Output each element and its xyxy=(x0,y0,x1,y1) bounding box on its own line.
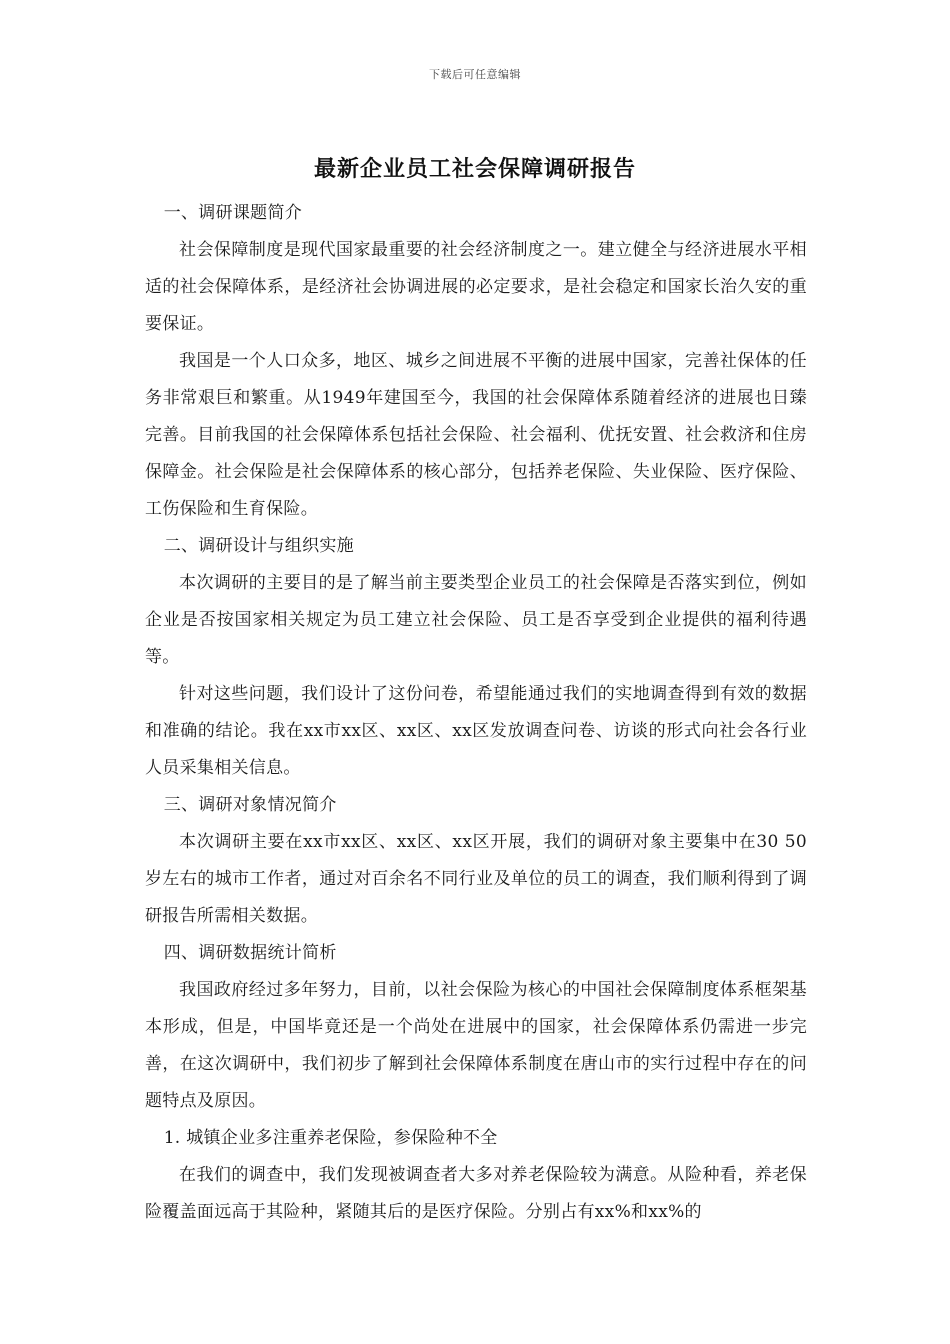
section-heading-subjects: 三、调研对象情况简介 xyxy=(163,795,337,815)
paragraph: 社会保障制度是现代国家最重要的社会经济制度之一。建立健全与经济进展水平相适的社会保障体系，是经济社会协调进展的必定要求，是社会稳定和国家长治久安的重要保证。 xyxy=(145,240,807,334)
paragraph: 在我们的调查中，我们发现被调查者大多对养老保险较为满意。从险种看，养老保险覆盖面远高于其险种，紧随其后的是医疗保险。分别占有xx%和xx%的 xyxy=(145,1165,807,1222)
section-heading-design: 二、调研设计与组织实施 xyxy=(163,536,354,556)
paragraph: 本次调研主要在xx市xx区、xx区、xx区开展，我们的调研对象主要集中在30 50岁左右的城市工作者，通过对百余名不同行业及单位的员工的调查，我们顺利得到了调研报告所需相关数据。 xyxy=(145,832,807,926)
page-title: 最新企业员工社会保障调研报告 xyxy=(313,156,636,182)
section-heading-analysis: 四、调研数据统计简析 xyxy=(163,943,337,963)
paragraph: 我国政府经过多年努力，目前，以社会保险为核心的中国社会保障制度体系框架基本形成，但是，中国毕竟还是一个尚处在进展中的国家，社会保障体系仍需进一步完善，在这次调研中，我们初步了解到社会保障体系制度在唐山市的实行过程中存在的问题特点及原因。 xyxy=(145,980,807,1111)
paragraph: 我国是一个人口众多，地区、城乡之间进展不平衡的进展中国家，完善社保体的任务非常艰巨和繁重。从1949年建国至今，我国的社会保障体系随着经济的进展也日臻完善。目前我国的社会保障体系包括社会保险、社会福利、优抚安置、社会救济和住房保障金。社会保险是社会保障体系的核心部分，包括养老保险、失业保险、医疗保险、工伤保险和生育保险。 xyxy=(145,351,807,519)
header-note: 下载后可任意编辑 xyxy=(429,68,521,81)
section-heading-intro: 一、调研课题简介 xyxy=(163,203,303,223)
document-body xyxy=(145,195,807,1231)
paragraph: 针对这些问题，我们设计了这份问卷，希望能通过我们的实地调查得到有效的数据和准确的结论。我在xx市xx区、xx区、xx区发放调查问卷、访谈的形式向社会各行业人员采集相关信息。 xyxy=(145,684,807,778)
subsection-heading-pension: 1. 城镇企业多注重养老保险，参保险种不全 xyxy=(163,1128,498,1148)
paragraph: 本次调研的主要目的是了解当前主要类型企业员工的社会保障是否落实到位，例如企业是否按国家相关规定为员工建立社会保险、员工是否享受到企业提供的福利待遇等。 xyxy=(145,573,807,667)
